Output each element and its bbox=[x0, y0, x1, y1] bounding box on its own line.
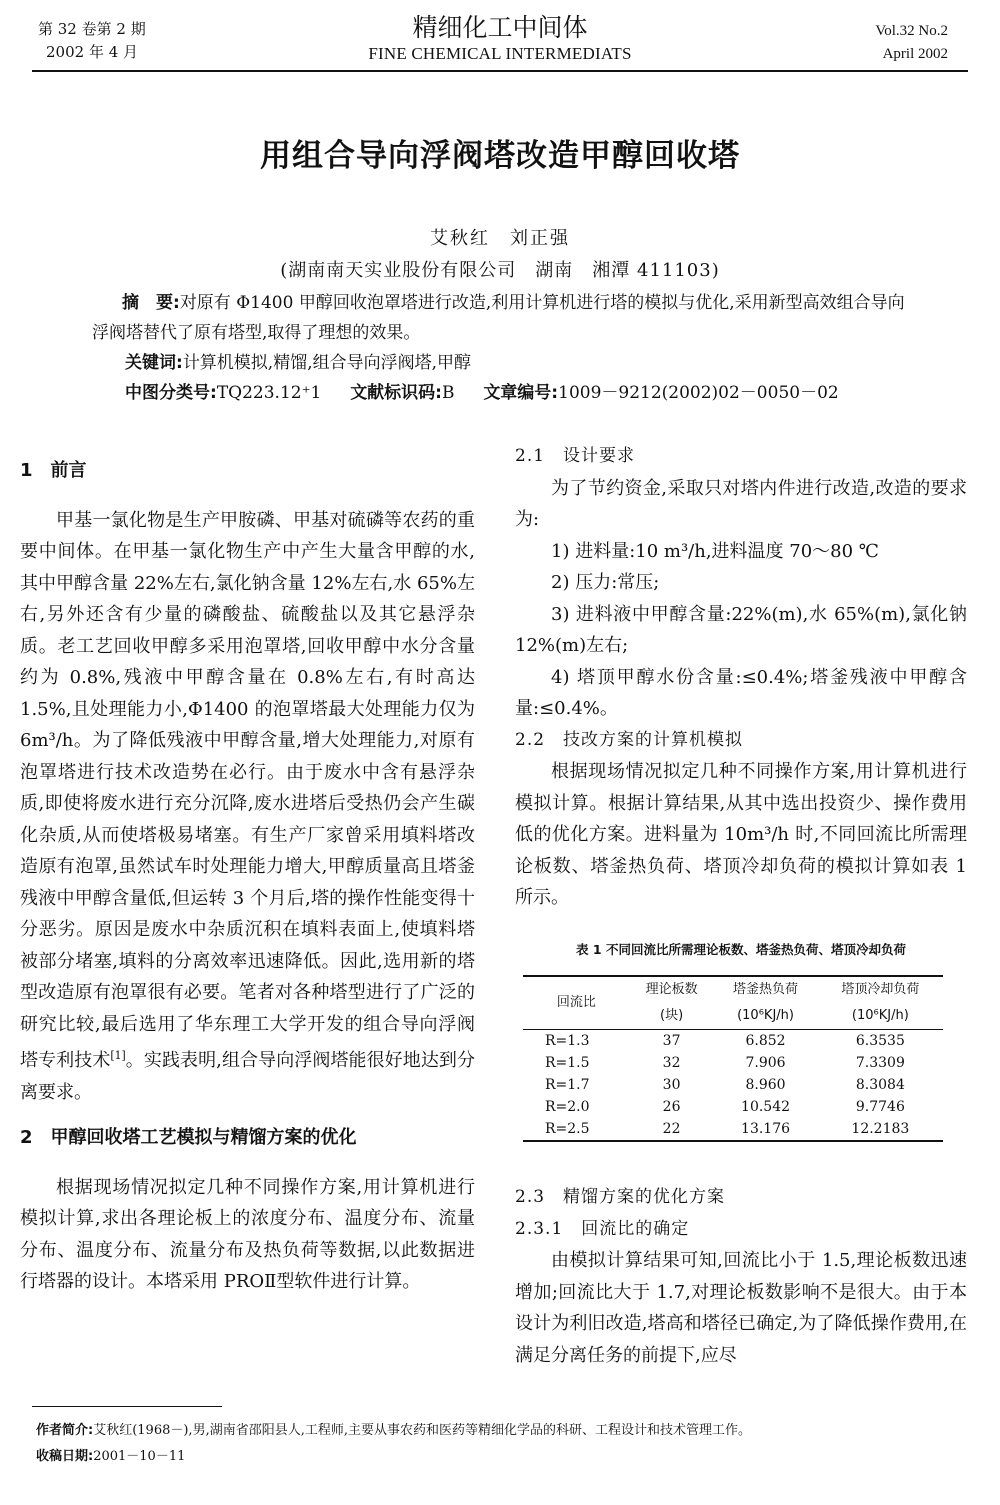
section-1-text-b: 。实践表明,组合导向浮阀塔能很好地达到分离要求。 bbox=[20, 1050, 475, 1103]
cell-reboiler: 7.906 bbox=[745, 1055, 786, 1071]
requirement-2: 2) 压力:常压; bbox=[551, 572, 660, 593]
cell-condenser: 12.2183 bbox=[818, 1118, 943, 1141]
keywords-label: 关键词: bbox=[125, 353, 183, 373]
abstract-label: 摘 要: bbox=[122, 293, 180, 313]
section-2-text: 根据现场情况拟定几种不同操作方案,用计算机进行模拟计算,求出各理论板上的浓度分布、温度分布、流量分布、温度分布、流量分布及热负荷等数据,以此数据进行塔器的设计。本塔采用 PROⅡ型软件进行计算。 bbox=[20, 1176, 475, 1292]
cell-reflux: R=2.0 bbox=[545, 1099, 590, 1115]
received-date-text: 2001－10－11 bbox=[93, 1449, 186, 1464]
keywords bbox=[125, 348, 471, 378]
cell-condenser: 6.3535 bbox=[855, 1033, 905, 1049]
journal-name bbox=[300, 12, 700, 64]
section-2-1-heading: 2.1 设计要求 bbox=[515, 446, 636, 466]
received-date-label: 收稿日期: bbox=[36, 1449, 94, 1464]
paper-title: 用组合导向浮阀塔改造甲醇回收塔 bbox=[260, 138, 740, 174]
journal-name-en: FINE CHEMICAL INTERMEDIATS bbox=[368, 44, 632, 63]
cell-reboiler: 13.176 bbox=[713, 1118, 817, 1141]
received-date bbox=[36, 1446, 185, 1468]
table-unit-reboiler: (10⁶KJ/h) bbox=[713, 1003, 817, 1030]
article-no: 1009－9212(2002)02－0050－02 bbox=[558, 383, 839, 403]
date-zh: 2002 年 4 月 bbox=[46, 43, 139, 61]
authors: 艾秋红 刘正强 bbox=[430, 228, 570, 249]
cell-condenser: 9.7746 bbox=[855, 1099, 905, 1115]
article-no-label: 文章编号: bbox=[483, 383, 559, 403]
abstract-text: 对原有 Φ1400 甲醇回收泡罩塔进行改造,利用计算机进行塔的模拟与优化,采用新型高效组合导向浮阀塔替代了原有塔型,取得了理想的效果。 bbox=[92, 293, 905, 343]
section-1-heading: 1 前言 bbox=[20, 460, 87, 481]
section-2-2-text: 根据现场情况拟定几种不同操作方案,用计算机进行模拟计算。根据计算结果,从其中选出投资少、操作费用低的优化方案。进料量为 10m³/h 时,不同回流比所需理论板数、塔釜热负荷、塔顶冷却负荷的模拟计算如表 1 所示。 bbox=[515, 761, 967, 908]
reference-1[interactable]: [1] bbox=[110, 1049, 126, 1062]
clc-label: 中图分类号: bbox=[125, 383, 217, 403]
table-header-plates: 理论板数 bbox=[630, 976, 714, 1003]
cell-reboiler: 8.960 bbox=[745, 1077, 786, 1093]
author-bio-label: 作者简介: bbox=[36, 1423, 94, 1438]
issue-info bbox=[38, 18, 146, 64]
cell-reflux: R=1.7 bbox=[545, 1077, 590, 1093]
section-2-3-1-heading: 2.3.1 回流比的确定 bbox=[515, 1218, 690, 1239]
volume-en: Vol.32 No.2 bbox=[875, 23, 948, 39]
table-row bbox=[523, 1096, 943, 1118]
right-column bbox=[515, 441, 967, 1371]
cell-reboiler: 6.852 bbox=[745, 1033, 786, 1049]
date-en: April 2002 bbox=[882, 46, 948, 62]
left-column bbox=[20, 455, 475, 1298]
table-caption: 表 1 不同回流比所需理论板数、塔釜热负荷、塔顶冷却负荷 bbox=[576, 941, 906, 957]
footnote-rule bbox=[32, 1406, 222, 1407]
table-header-reflux: 回流比 bbox=[523, 976, 630, 1030]
cell-plates: 30 bbox=[662, 1077, 681, 1093]
affiliation: (湖南南天实业股份有限公司 湖南 湘潭 411103) bbox=[280, 260, 720, 281]
requirement-3: 3) 进料液中甲醇含量:22%(m),水 65%(m),氯化钠 12%(m)左右; bbox=[515, 603, 967, 656]
cell-reflux: R=1.3 bbox=[545, 1033, 590, 1049]
section-1-text-a: 甲基一氯化物是生产甲胺磷、甲基对硫磷等农药的重要中间体。在甲基一氯化物生产中产生大量含甲醇的水,其中甲醇含量 22%左右,氯化钠含量 12%左右,水 65%左右,另外还含有少量的磷酸盐、硫酸盐以及其它悬浮杂质。老工艺回收甲醇多采用泡罩塔,回收甲醇中水分含量约为 0.8%,残液中甲醇含量在 0.8%左右,有时高达 1.5%,且处理能力小,Φ1400 的泡罩塔最大处理能力仅为 6m³/h。为了降低残液中甲醇含量,增大处理能力,对原有泡罩塔进行技术改造势在必行。由于废水中含有悬浮杂质,即使将废水进行充分沉降,废水进塔后受热仍会产生碳化杂质,从而使塔极易堵塞。有生产厂家曾采用填料塔改造原有泡罩,虽然试车时处理能力增大,甲醇质量高且塔釜残液中甲醇含量低,但运转 3 个月后,塔的操作性能变得十分恶劣。原因是废水中杂质沉积在填料表面上,使填料塔被部分堵塞,填料的分离效率迅速降低。因此,选用新的塔型改造原有泡罩很有必要。笔者对各种塔型进行了广泛的研究比较,最后选用了华东理工大学开发的组合导向浮阀塔专利技术 bbox=[20, 509, 475, 1071]
cell-plates: 32 bbox=[662, 1055, 681, 1071]
cell-plates: 22 bbox=[630, 1118, 714, 1141]
section-2-2-heading: 2.2 技改方案的计算机模拟 bbox=[515, 729, 744, 750]
requirement-1: 1) 进料量:10 m³/h,进料温度 70～80 ℃ bbox=[551, 540, 879, 562]
cell-plates: 26 bbox=[662, 1099, 681, 1115]
table-header-condenser: 塔顶冷却负荷 bbox=[818, 976, 943, 1003]
cell-condenser: 8.3084 bbox=[855, 1077, 905, 1093]
clc-code: TQ223.12⁺1 bbox=[216, 383, 322, 403]
classification bbox=[125, 378, 839, 408]
section-2-3-1-text: 由模拟计算结果可知,回流比小于 1.5,理论板数迅速增加;回流比大于 1.7,对理论板数影响不是很大。由于本设计为利旧改造,塔高和塔径已确定,为了降低操作费用,在满足分离任务的前提下,应尽 bbox=[515, 1250, 967, 1366]
volume-zh: 第 32 卷第 2 期 bbox=[38, 20, 146, 38]
keywords-text: 计算机模拟,精馏,组合导向浮阀塔,甲醇 bbox=[182, 353, 472, 373]
abstract bbox=[92, 288, 912, 348]
doc-code: B bbox=[442, 383, 455, 403]
table-unit-condenser: (10⁶KJ/h) bbox=[818, 1003, 943, 1030]
data-table bbox=[523, 975, 943, 1142]
table-row bbox=[523, 1074, 943, 1096]
doc-code-label: 文献标识码: bbox=[350, 383, 442, 403]
table-row bbox=[523, 1030, 943, 1053]
requirement-4: 4) 塔顶甲醇水份含量:≤0.4%;塔釜残液中甲醇含量:≤0.4%。 bbox=[515, 666, 967, 719]
section-2-3-heading: 2.3 精馏方案的优化方案 bbox=[515, 1187, 726, 1207]
cell-condenser: 7.3309 bbox=[855, 1055, 905, 1071]
cell-reflux: R=1.5 bbox=[545, 1055, 590, 1071]
author-bio-text: 艾秋红(1968－),男,湖南省邵阳县人,工程师,主要从事农药和医药等精细化学品的科研、工程设计和技术管理工作。 bbox=[93, 1423, 751, 1438]
table-header-reboiler: 塔釜热负荷 bbox=[713, 976, 817, 1003]
cell-reflux: R=2.5 bbox=[523, 1118, 630, 1141]
section-2-heading: 2 甲醇回收塔工艺模拟与精馏方案的优化 bbox=[20, 1127, 357, 1148]
section-1-text bbox=[20, 505, 475, 1109]
table-row bbox=[523, 1052, 943, 1074]
journal-name-zh: 精细化工中间体 bbox=[412, 13, 588, 42]
cell-plates: 37 bbox=[662, 1033, 681, 1049]
section-2-1-text: 为了节约资金,采取只对塔内件进行改造,改造的要求为: bbox=[515, 477, 967, 530]
table-row bbox=[523, 1118, 943, 1141]
cell-reboiler: 10.542 bbox=[741, 1099, 791, 1115]
header-rule bbox=[32, 70, 968, 72]
issue-info-en bbox=[875, 20, 948, 66]
table-unit-plates: (块) bbox=[630, 1003, 714, 1030]
author-bio bbox=[36, 1420, 751, 1442]
